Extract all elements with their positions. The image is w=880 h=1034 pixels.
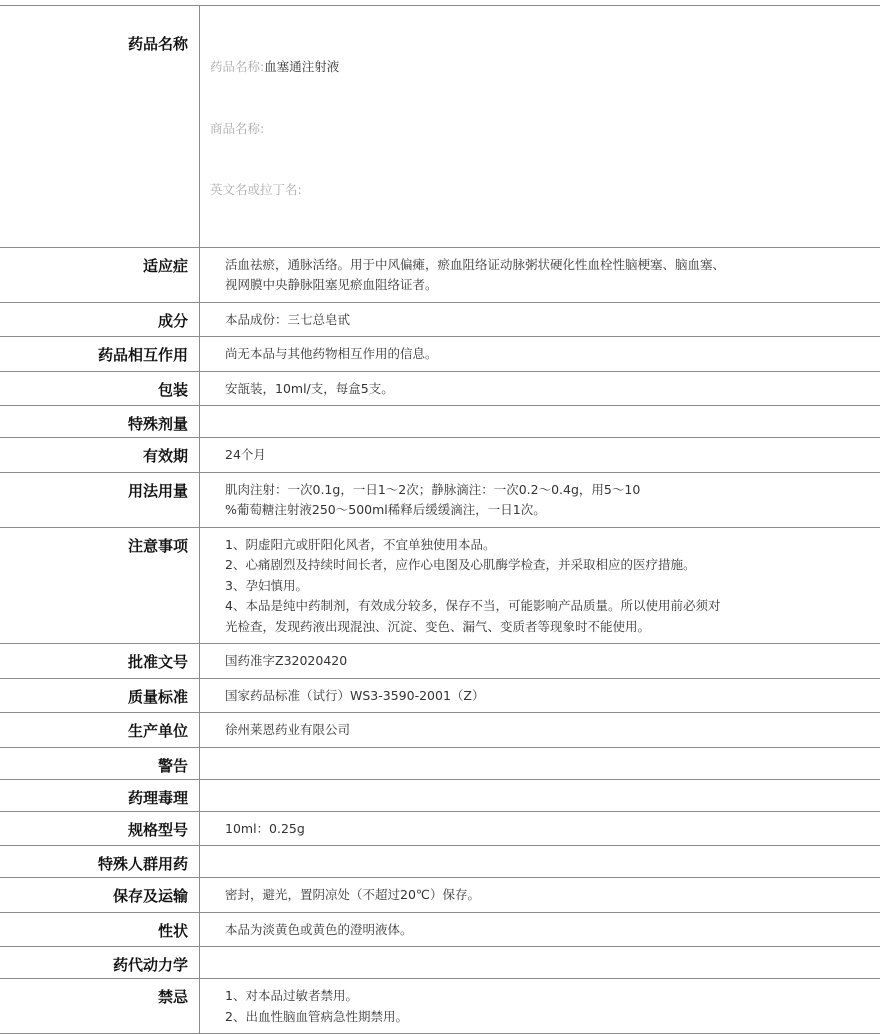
value-line: 1、阴虚阳亢或肝阳化风者，不宜单独使用本品。 — [225, 535, 880, 556]
table-row — [0, 248, 880, 303]
row-label: 药代动力学 — [0, 947, 200, 978]
row-label: 药理毒理 — [0, 780, 200, 811]
value-line: 本品成份：三七总皂甙 — [225, 310, 880, 331]
value-line: 10ml：0.25g — [225, 819, 880, 840]
row-label: 规格型号 — [0, 812, 200, 846]
value-line: %葡萄糖注射液250～500ml稀释后缓缓滴注，一日1次。 — [225, 500, 880, 521]
row-value — [200, 406, 880, 437]
value-line: 视网膜中央静脉阻塞见瘀血阻络证者。 — [225, 275, 880, 296]
value-line: 3、孕妇慎用。 — [225, 576, 880, 597]
value-line: 1、对本品过敏者禁用。 — [225, 986, 880, 1007]
row-label: 禁忌 — [0, 979, 200, 1033]
trade-name-label: 商品名称: — [210, 121, 264, 136]
row-value — [200, 337, 880, 371]
value-line: 国家药品标准（试行）WS3-3590-2001（Z） — [225, 686, 880, 707]
english-name-label: 英文名或拉丁名: — [210, 182, 302, 197]
row-label: 用法用量 — [0, 473, 200, 527]
table-row — [0, 303, 880, 338]
table-row — [0, 372, 880, 407]
table-row — [0, 748, 880, 780]
value-line: 光检查，发现药液出现混浊、沉淀、变色、漏气、变质者等现象时不能使用。 — [225, 617, 880, 638]
generic-name-value: 血塞通注射液 — [264, 59, 339, 74]
value-line: 4、本品是纯中药制剂，有效成分较多，保存不当，可能影响产品质量。所以使用前必须对 — [225, 596, 880, 617]
drug-name-cell — [200, 6, 880, 247]
row-value — [200, 878, 880, 912]
table-row — [0, 846, 880, 878]
value-line: 活血祛瘀，通脉活络。用于中风偏瘫，瘀血阻络证动脉粥状硬化性血栓性脑梗塞、脑血塞、 — [225, 255, 880, 276]
row-label: 特殊人群用药 — [0, 846, 200, 877]
row-value — [200, 438, 880, 472]
drug-name-row — [0, 6, 880, 248]
table-row — [0, 337, 880, 372]
table-row — [0, 913, 880, 948]
value-line: 国药准字Z32020420 — [225, 651, 880, 672]
table-row — [0, 406, 880, 438]
row-value — [200, 846, 880, 877]
value-line: 2、出血性脑血管病急性期禁用。 — [225, 1007, 880, 1028]
row-value — [200, 947, 880, 978]
table-row — [0, 947, 880, 979]
row-value — [200, 679, 880, 713]
table-row — [0, 473, 880, 528]
row-label: 药品名称 — [0, 6, 200, 247]
row-label: 批准文号 — [0, 644, 200, 678]
row-label: 生产单位 — [0, 713, 200, 747]
table-row — [0, 713, 880, 748]
row-value — [200, 248, 880, 302]
table-row — [0, 979, 880, 1034]
row-label: 性状 — [0, 913, 200, 947]
row-value — [200, 812, 880, 846]
row-value — [200, 780, 880, 811]
value-line: 安瓿装，10ml/支，每盒5支。 — [225, 379, 880, 400]
generic-name-line — [210, 57, 880, 78]
row-label: 警告 — [0, 748, 200, 779]
value-line: 密封，避光，置阴凉处（不超过20℃）保存。 — [225, 885, 880, 906]
value-line: 本品为淡黄色或黄色的澄明液体。 — [225, 920, 880, 941]
info-rows — [0, 248, 880, 1034]
row-label: 成分 — [0, 303, 200, 337]
generic-name-label: 药品名称: — [210, 59, 264, 74]
value-line: 肌肉注射：一次0.1g，一日1～2次；静脉滴注：一次0.2～0.4g，用5～10 — [225, 480, 880, 501]
drug-info-table — [0, 5, 880, 1034]
row-value — [200, 473, 880, 527]
row-label: 适应症 — [0, 248, 200, 302]
table-row — [0, 644, 880, 679]
value-line: 尚无本品与其他药物相互作用的信息。 — [225, 344, 880, 365]
row-label: 质量标准 — [0, 679, 200, 713]
row-label: 保存及运输 — [0, 878, 200, 912]
row-value — [200, 372, 880, 406]
row-value — [200, 713, 880, 747]
row-label: 特殊剂量 — [0, 406, 200, 437]
value-line: 徐州莱恩药业有限公司 — [225, 720, 880, 741]
row-label: 药品相互作用 — [0, 337, 200, 371]
row-label: 注意事项 — [0, 528, 200, 644]
table-row — [0, 679, 880, 714]
english-name-line — [210, 180, 880, 201]
row-value — [200, 303, 880, 337]
table-row — [0, 780, 880, 812]
trade-name-line — [210, 119, 880, 140]
row-value — [200, 979, 880, 1033]
row-value — [200, 913, 880, 947]
row-value — [200, 528, 880, 644]
row-label: 包装 — [0, 372, 200, 406]
table-row — [0, 528, 880, 645]
value-line: 24个月 — [225, 445, 880, 466]
row-label: 有效期 — [0, 438, 200, 472]
table-row — [0, 438, 880, 473]
row-value — [200, 644, 880, 678]
value-line: 2、心痛剧烈及持续时间长者，应作心电图及心肌酶学检查，并采取相应的医疗措施。 — [225, 555, 880, 576]
row-value — [200, 748, 880, 779]
table-row — [0, 878, 880, 913]
table-row — [0, 812, 880, 847]
